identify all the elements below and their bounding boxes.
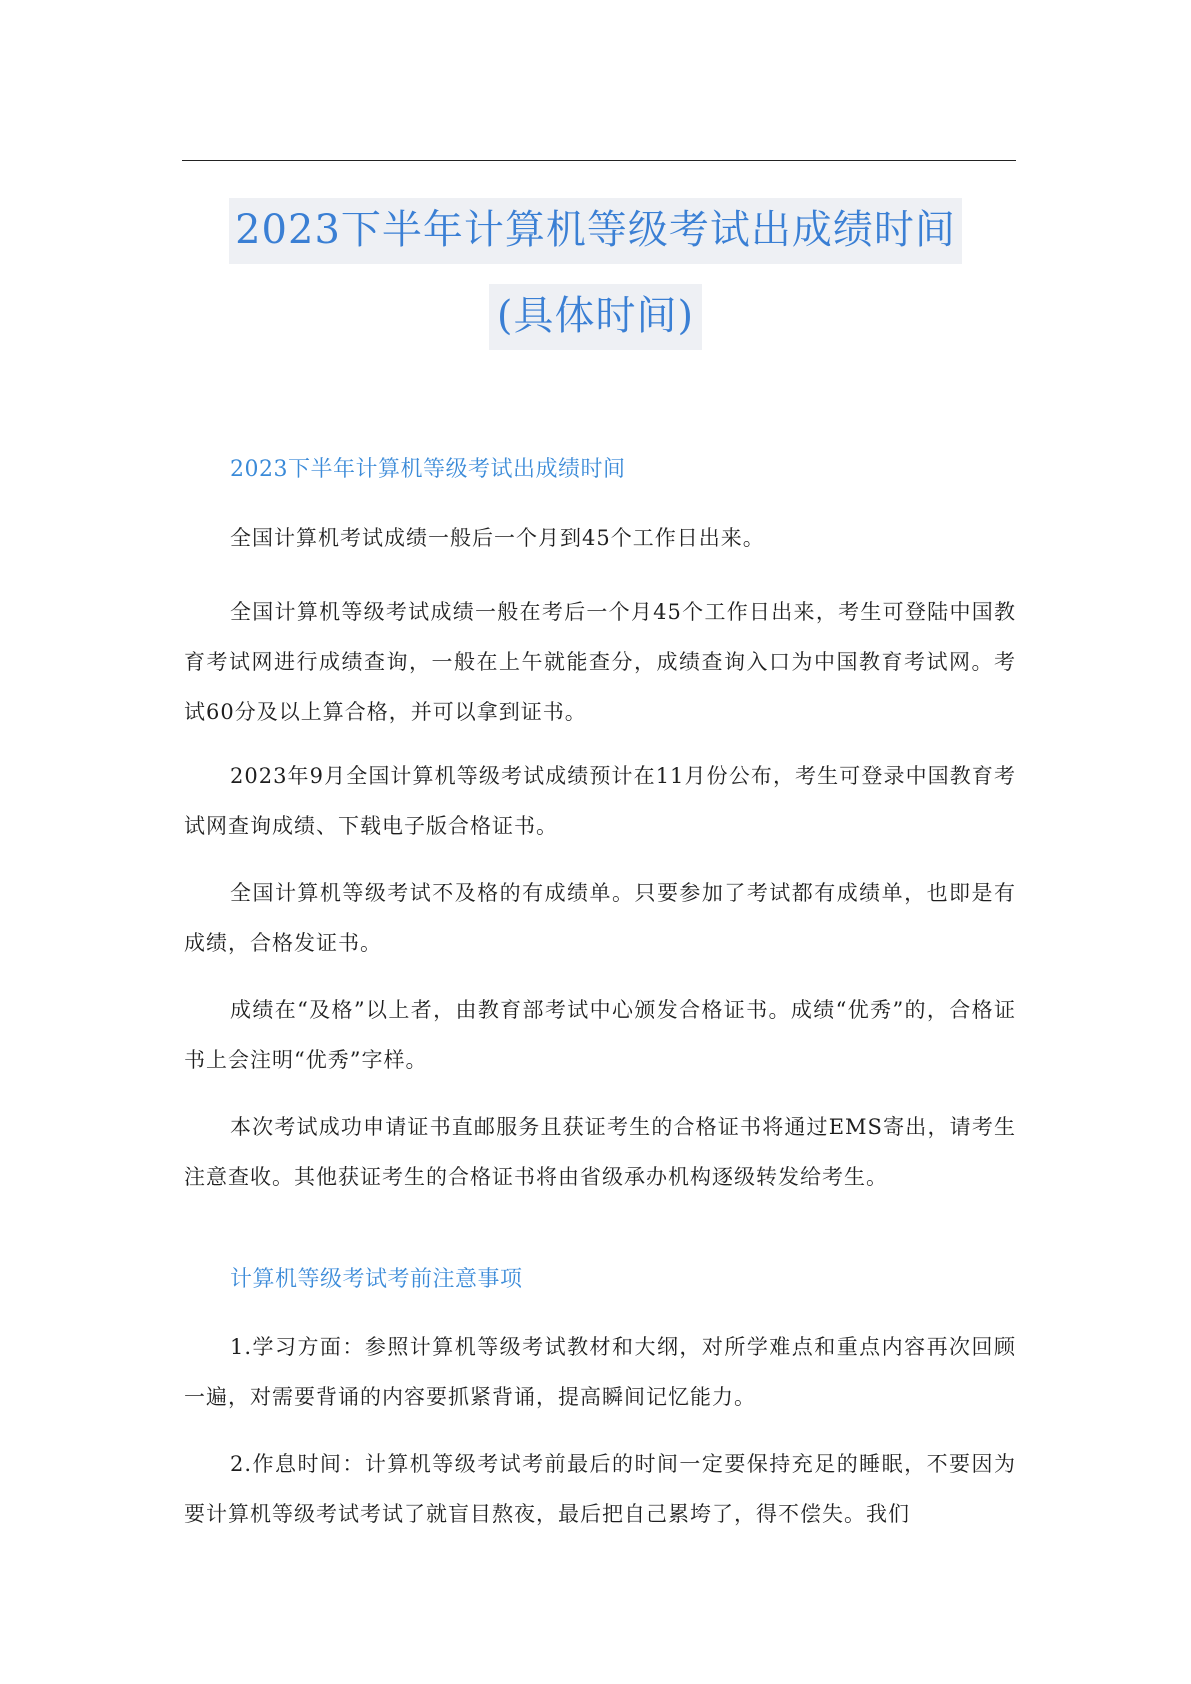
paragraph-3: 2023年9月全国计算机等级考试成绩预计在11月份公布，考生可登录中国教育考试网查询成绩、下载电子版合格证书。 <box>184 764 1016 838</box>
paragraph-study: 1.学习方面：参照计算机等级考试教材和大纲，对所学难点和重点内容再次回顾一遍，对需要背诵的内容要抓紧背诵，提高瞬间记忆能力。 <box>184 1335 1016 1409</box>
section-heading-precautions: 计算机等级考试考前注意事项 <box>230 1267 523 1292</box>
paragraph-1: 全国计算机考试成绩一般后一个月到45个工作日出来。 <box>230 526 765 550</box>
paragraph-6: 本次考试成功申请证书直邮服务且获证考生的合格证书将通过EMS寄出，请考生注意查收。其他获证考生的合格证书将由省级承办机构逐级转发给考生。 <box>184 1115 1016 1189</box>
paragraph-4: 全国计算机等级考试不及格的有成绩单。只要参加了考试都有成绩单，也即是有成绩，合格发证书。 <box>184 881 1016 955</box>
paragraph-2: 全国计算机等级考试成绩一般在考后一个月45个工作日出来，考生可登陆中国教育考试网进行成绩查询，一般在上午就能查分，成绩查询入口为中国教育考试网。考试60分及以上算合格，并可以拿到证书。 <box>184 600 1016 724</box>
paragraph-5: 成绩在“及格”以上者，由教育部考试中心颁发合格证书。成绩“优秀”的，合格证书上会注明“优秀”字样。 <box>184 998 1016 1072</box>
title-text-1: 2023下半年计算机等级考试出成绩时间 <box>229 198 962 264</box>
document-title-line-2 <box>0 284 1191 350</box>
document-title-line-1 <box>0 198 1191 264</box>
header-rule <box>182 160 1016 161</box>
paragraph-schedule: 2.作息时间：计算机等级考试考前最后的时间一定要保持充足的睡眠，不要因为要计算机等级考试考试了就盲目熬夜，最后把自己累垮了，得不偿失。我们 <box>184 1452 1016 1526</box>
title-text-2: (具体时间) <box>489 284 702 350</box>
section-heading-results-time: 2023下半年计算机等级考试出成绩时间 <box>230 457 626 482</box>
